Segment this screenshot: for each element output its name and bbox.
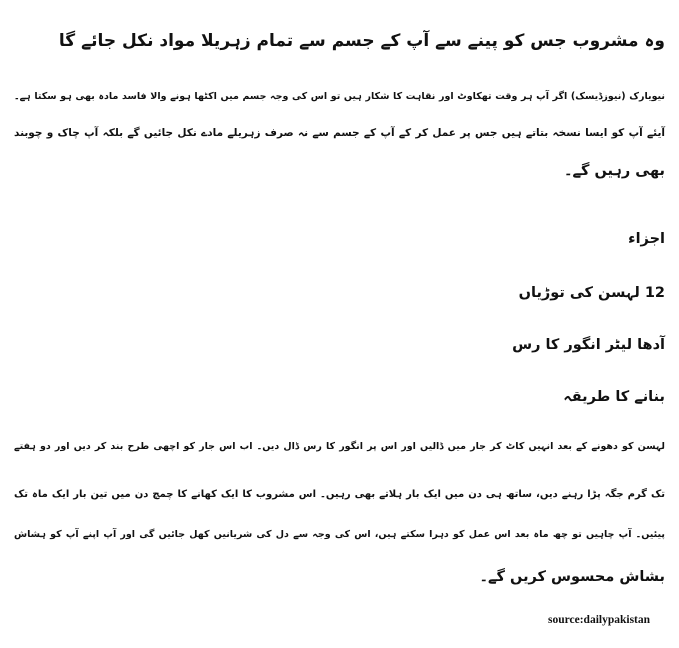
source-credit: source:dailypakistan [548,614,651,626]
ingredient-item-2: آدھا لیٹر انگور کا رس [512,337,665,353]
method-line-4: بشاش محسوس کریں گے۔ [479,569,665,585]
article-title: وہ مشروب جس کو پینے سے آپ کے جسم سے تمام زہریلا مواد نکل جائے گا [58,31,665,51]
method-line-3: پیئیں۔ آپ چاہیں تو چھ ماہ بعد اس عمل کو دہرا سکتے ہیں، اس کی وجہ سے دل کی شریانیں کھل جائیں گی اور آپ اپنے آپ کو ہشاش [14,529,665,540]
intro-line-1: نیویارک (نیوزڈیسک) اگر آپ ہر وقت تھکاوٹ اور نقاہت کا شکار ہیں تو اس کی وجہ جسم میں اکٹھا ہونے والا فاسد مادہ بھی ہو سکتا ہے۔ [14,91,665,102]
method-heading: بنانے کا طریقہ [563,389,665,405]
method-line-2: تک گرم جگہ پڑا رہنے دیں، ساتھ ہی دن میں ایک بار ہلاتے بھی رہیں۔ اس مشروب کا ایک کھانے کا چمچ دن میں تین بار ایک ماہ تک [14,489,665,500]
intro-line-3: بھی رہیں گے۔ [563,163,665,179]
ingredient-item-1: 12 لہسن کی توڑیاں [518,285,665,301]
method-line-1: لہسن کو دھونے کے بعد انہیں کاٹ کر جار میں ڈالیں اور اس پر انگور کا رس ڈال دیں۔ اب اس جار کو اچھی طرح بند کر دیں اور دو ہفتے [14,441,665,452]
intro-line-2: آیئے آپ کو ایسا نسخہ بتاتے ہیں جس پر عمل کر کے آپ کے جسم سے نہ صرف زہریلے مادے نکل جائیں گے بلکہ آپ چاک و چوبند [14,127,665,139]
ingredients-heading: اجزاء [628,231,665,247]
